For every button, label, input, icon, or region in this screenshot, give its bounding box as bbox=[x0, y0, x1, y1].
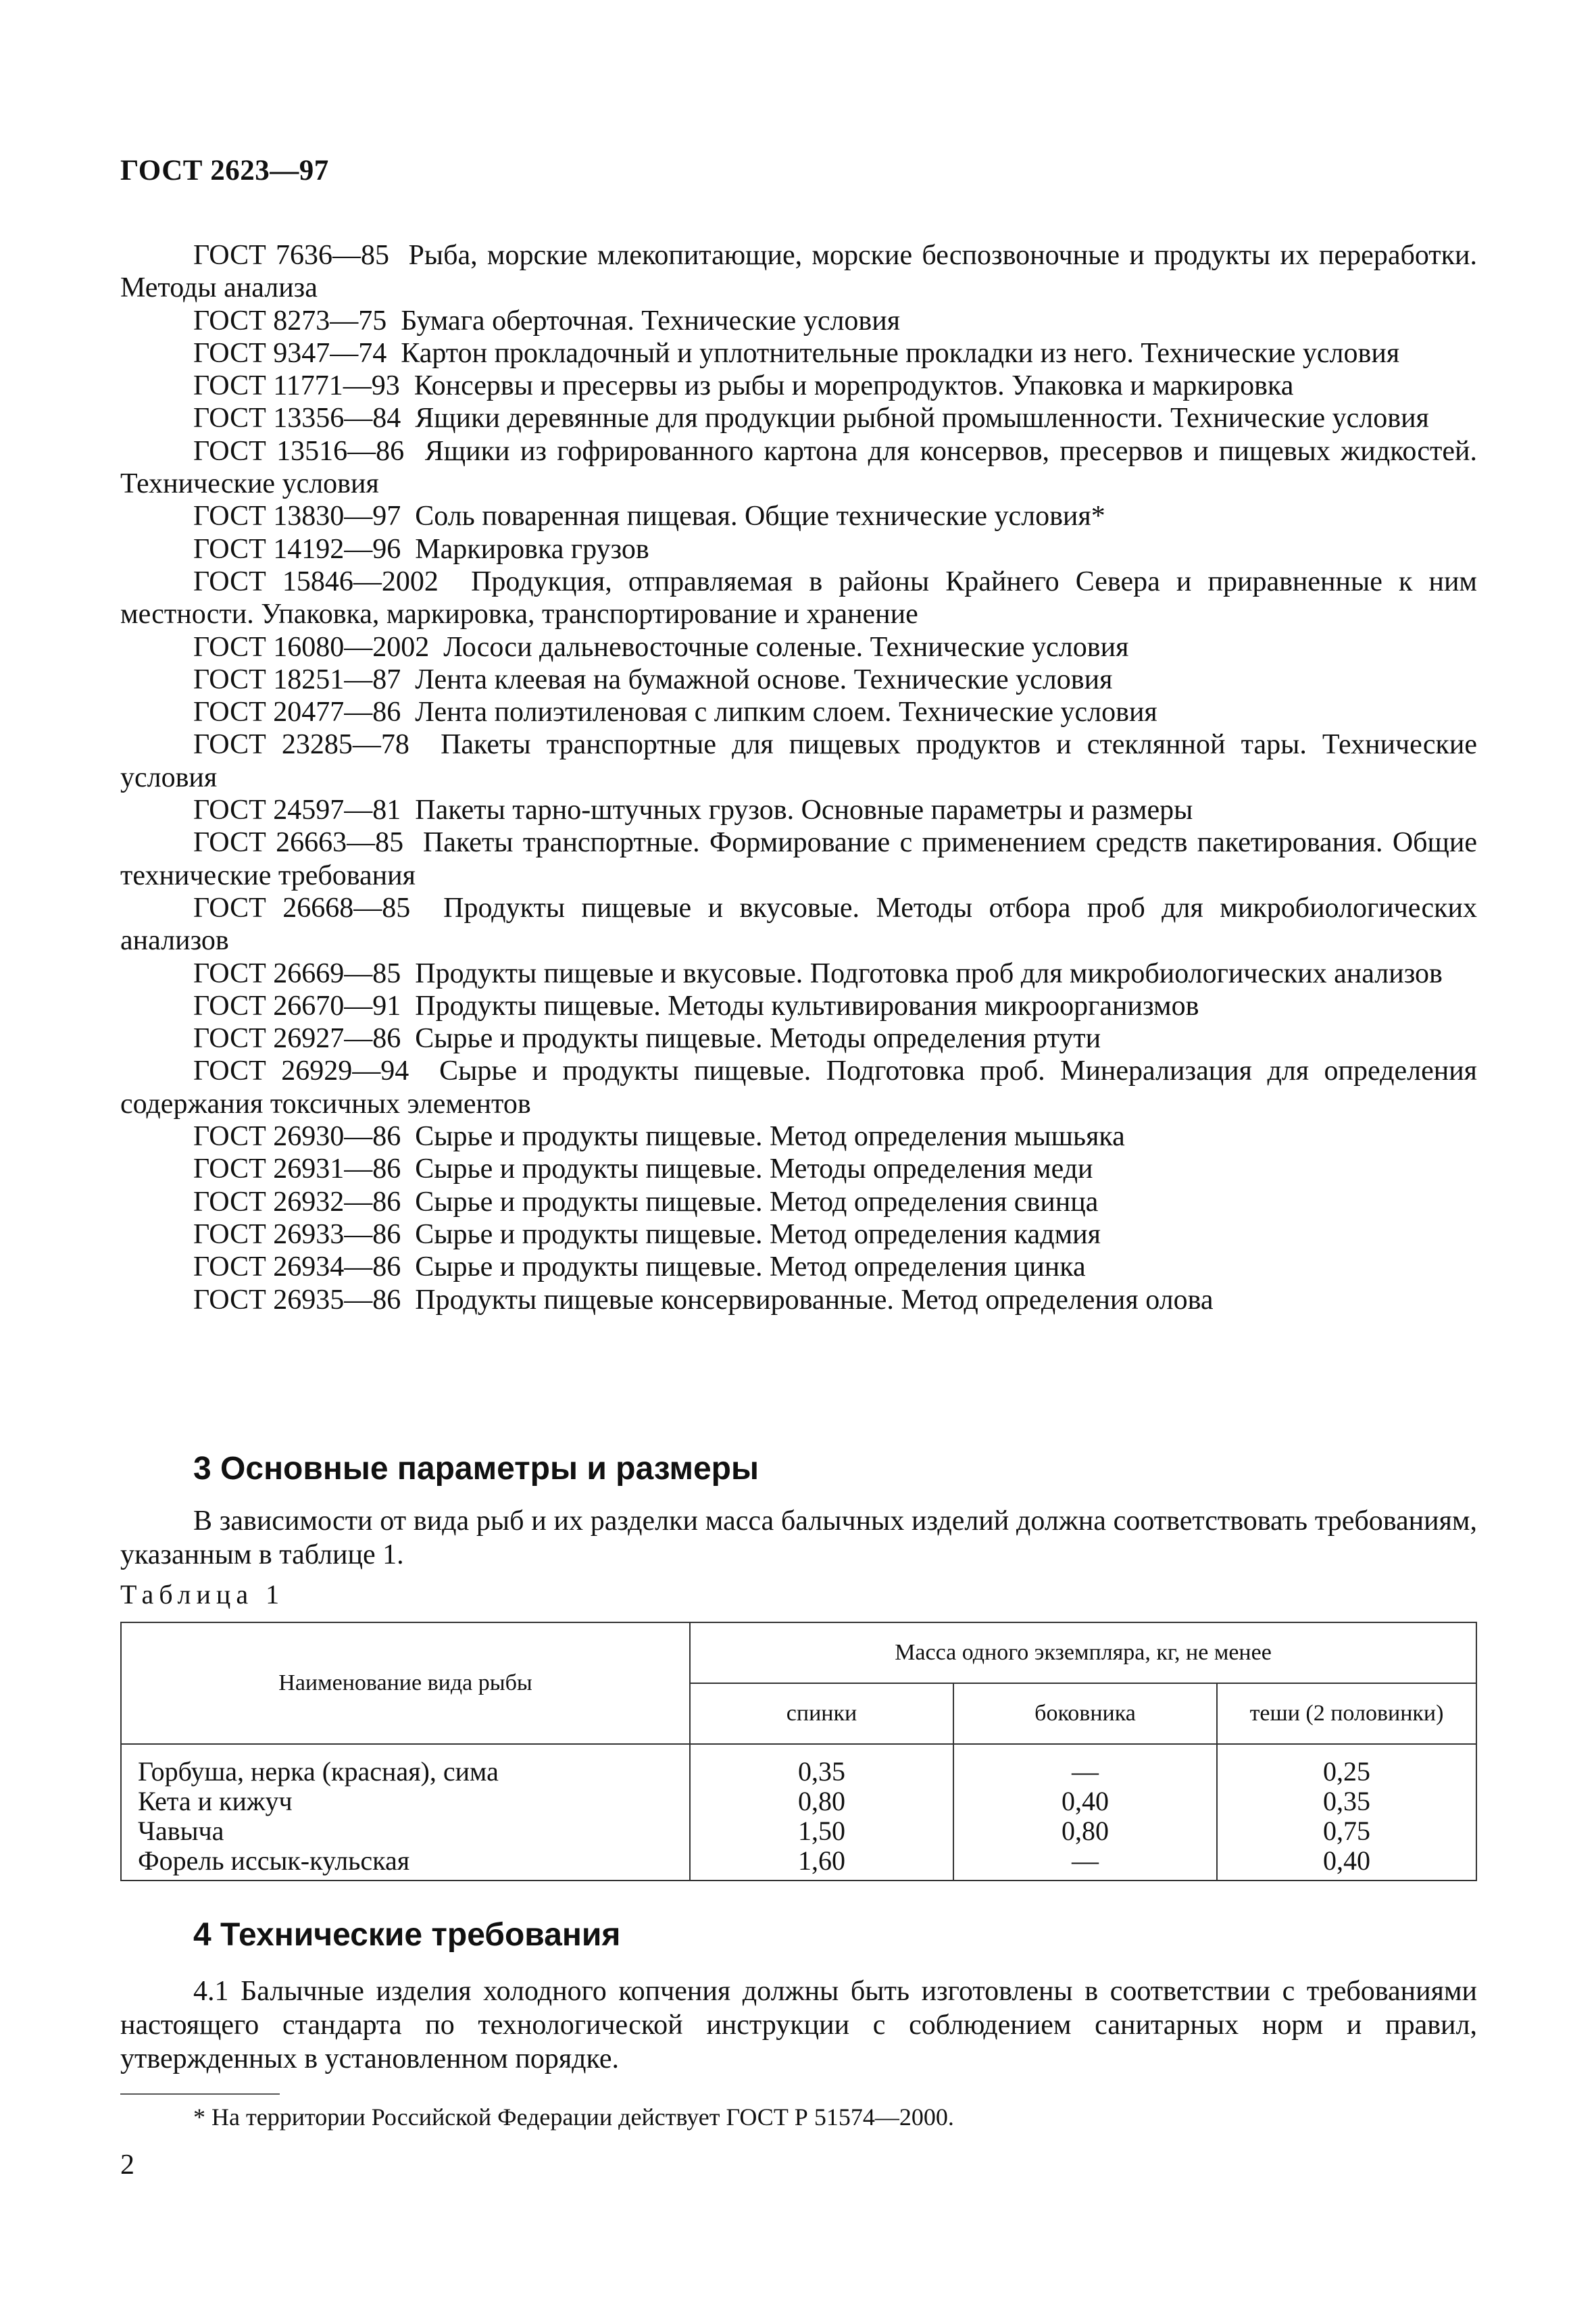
reference-code: ГОСТ 15846—2002 bbox=[193, 566, 439, 597]
column-header-bokovnik: боковника bbox=[953, 1683, 1217, 1744]
reference-code: ГОСТ 16080—2002 bbox=[193, 631, 430, 663]
reference-title: Сырье и продукты пищевые. Метод определения свинца bbox=[415, 1186, 1099, 1218]
table-cell-value: 0,40 bbox=[1217, 1846, 1476, 1881]
reference-title: Продукты пищевые консервированные. Метод определения олова bbox=[415, 1284, 1214, 1316]
reference-title: Продукты пищевые и вкусовые. Подготовка проб для микробиологических анализов bbox=[415, 957, 1443, 989]
reference-item bbox=[120, 1284, 1477, 1316]
reference-code: ГОСТ 26927—86 bbox=[193, 1023, 401, 1055]
reference-code: ГОСТ 26669—85 bbox=[193, 957, 401, 989]
column-header-fish-name: Наименование вида рыбы bbox=[121, 1622, 690, 1744]
reference-code: ГОСТ 23285—78 bbox=[193, 729, 409, 761]
reference-code: ГОСТ 26670—91 bbox=[193, 990, 401, 1022]
reference-title: Ящики деревянные для продукции рыбной промышленности. Технические условия bbox=[415, 403, 1429, 434]
reference-item bbox=[120, 826, 1477, 892]
reference-code: ГОСТ 13516—86 bbox=[193, 435, 405, 467]
table-row bbox=[121, 1787, 1476, 1816]
table-cell-value: — bbox=[953, 1744, 1217, 1787]
reference-item bbox=[120, 239, 1477, 305]
reference-title: Лента клеевая на бумажной основе. Технические условия bbox=[415, 664, 1113, 695]
reference-code: ГОСТ 20477—86 bbox=[193, 697, 401, 728]
reference-code: ГОСТ 7636—85 bbox=[193, 240, 390, 271]
reference-title: Пакеты транспортные для пищевых продуктов и стеклянной тары. Технические условия bbox=[120, 729, 1477, 793]
table-cell-value: 0,80 bbox=[953, 1816, 1217, 1846]
reference-code: ГОСТ 13356—84 bbox=[193, 403, 401, 434]
reference-title: Продукция, отправляемая в районы Крайнего Севера и приравненные к ним местности. Упаковка, маркировка, транспортирование и хранение bbox=[120, 566, 1478, 630]
reference-item bbox=[120, 664, 1477, 696]
reference-title: Продукты пищевые. Методы культивирования микроорганизмов bbox=[415, 990, 1199, 1022]
table-cell-value: — bbox=[953, 1846, 1217, 1881]
reference-item bbox=[120, 696, 1477, 728]
column-header-teshi: теши (2 половинки) bbox=[1217, 1683, 1476, 1744]
reference-title: Соль поваренная пищевая. Общие технические условия* bbox=[415, 501, 1105, 532]
reference-title: Продукты пищевые и вкусовые. Методы отбора проб для микробиологических анализов bbox=[120, 892, 1478, 957]
reference-code: ГОСТ 26929—94 bbox=[193, 1055, 409, 1087]
reference-title: Сырье и продукты пищевые. Метод определения кадмия bbox=[415, 1218, 1101, 1250]
reference-code: ГОСТ 26932—86 bbox=[193, 1186, 401, 1218]
reference-item bbox=[120, 1153, 1477, 1185]
footnote-separator bbox=[120, 2093, 280, 2095]
reference-code: ГОСТ 18251—87 bbox=[193, 664, 401, 695]
column-header-spinki: спинки bbox=[690, 1683, 953, 1744]
reference-item bbox=[120, 1055, 1477, 1120]
table-cell-fish-name: Форель иссык-кульская bbox=[121, 1846, 690, 1881]
table-row bbox=[121, 1846, 1476, 1881]
column-header-mass-group: Масса одного экземпляра, кг, не менее bbox=[690, 1622, 1476, 1683]
reference-code: ГОСТ 8273—75 bbox=[193, 305, 387, 337]
section-4-title: 4 Технические требования bbox=[193, 1917, 621, 1953]
table-cell-fish-name: Горбуша, нерка (красная), сима bbox=[121, 1744, 690, 1787]
reference-code: ГОСТ 26668—85 bbox=[193, 892, 411, 924]
reference-item bbox=[120, 566, 1477, 631]
section-3-title: 3 Основные параметры и размеры bbox=[193, 1451, 759, 1487]
table-row bbox=[121, 1816, 1476, 1846]
reference-item bbox=[120, 892, 1477, 957]
reference-code: ГОСТ 14192—96 bbox=[193, 533, 401, 565]
reference-item bbox=[120, 305, 1477, 337]
table-cell-value: 0,35 bbox=[690, 1744, 953, 1787]
reference-title: Лососи дальневосточные соленые. Технические условия bbox=[443, 631, 1129, 663]
reference-item bbox=[120, 957, 1477, 990]
table-cell-fish-name: Чавыча bbox=[121, 1816, 690, 1846]
reference-item bbox=[120, 1186, 1477, 1218]
reference-item bbox=[120, 370, 1477, 402]
reference-code: ГОСТ 26933—86 bbox=[193, 1218, 401, 1250]
table-cell-value: 0,80 bbox=[690, 1787, 953, 1816]
table-cell-value: 0,35 bbox=[1217, 1787, 1476, 1816]
table-cell-value: 1,60 bbox=[690, 1846, 953, 1881]
reference-title: Сырье и продукты пищевые. Подготовка проб. Минерализация для определения содержания токсичных элементов bbox=[120, 1055, 1478, 1120]
page-number: 2 bbox=[120, 2149, 134, 2181]
table-cell-value: 1,50 bbox=[690, 1816, 953, 1846]
reference-code: ГОСТ 26930—86 bbox=[193, 1121, 401, 1153]
reference-code: ГОСТ 24597—81 bbox=[193, 795, 401, 826]
reference-title: Сырье и продукты пищевые. Методы определения ртути bbox=[415, 1023, 1101, 1055]
reference-item bbox=[120, 337, 1477, 370]
reference-code: ГОСТ 26931—86 bbox=[193, 1153, 401, 1185]
reference-title: Ящики из гофрированного картона для консервов, пресервов и пищевых жидкостей. Технические условия bbox=[120, 435, 1478, 500]
reference-title: Лента полиэтиленовая с липким слоем. Технические условия bbox=[415, 697, 1157, 728]
normative-references-list bbox=[120, 239, 1477, 1316]
table-caption: Таблица 1 bbox=[120, 1579, 285, 1610]
reference-item bbox=[120, 1120, 1477, 1153]
reference-item bbox=[120, 1218, 1477, 1251]
reference-item bbox=[120, 1251, 1477, 1283]
reference-item bbox=[120, 533, 1477, 566]
page-header: ГОСТ 2623—97 bbox=[120, 155, 329, 186]
table-row bbox=[121, 1744, 1476, 1787]
footnote: * На территории Российской Федерации действует ГОСТ Р 51574—2000. bbox=[193, 2104, 954, 2131]
reference-code: ГОСТ 11771—93 bbox=[193, 370, 400, 402]
reference-title: Маркировка грузов bbox=[415, 533, 649, 565]
reference-title: Рыба, морские млекопитающие, морские беспозвоночные и продукты их переработки. Методы анализа bbox=[120, 240, 1478, 304]
table-cell-value: 0,25 bbox=[1217, 1744, 1476, 1787]
reference-item bbox=[120, 990, 1477, 1022]
reference-code: ГОСТ 13830—97 bbox=[193, 501, 401, 532]
reference-title: Бумага оберточная. Технические условия bbox=[401, 305, 901, 337]
table-cell-fish-name: Кета и кижуч bbox=[121, 1787, 690, 1816]
section-4-paragraph: 4.1 Балычные изделия холодного копчения должны быть изготовлены в соответствии с требованиями настоящего стандарта по технологической инструкции с соблюдением санитарных норм и правил, утвержденных в установленном порядке. bbox=[120, 1976, 1477, 2074]
reference-item bbox=[120, 631, 1477, 664]
reference-item bbox=[120, 1022, 1477, 1055]
table-cell-value: 0,75 bbox=[1217, 1816, 1476, 1846]
reference-code: ГОСТ 26663—85 bbox=[193, 827, 404, 859]
reference-code: ГОСТ 9347—74 bbox=[193, 337, 387, 369]
reference-item bbox=[120, 500, 1477, 532]
reference-item bbox=[120, 402, 1477, 434]
table-1 bbox=[120, 1622, 1477, 1881]
reference-title: Пакеты транспортные. Формирование с применением средств пакетирования. Общие технические требования bbox=[120, 827, 1478, 891]
reference-code: ГОСТ 26935—86 bbox=[193, 1284, 401, 1316]
table-cell-value: 0,40 bbox=[953, 1787, 1217, 1816]
reference-item bbox=[120, 794, 1477, 826]
reference-item bbox=[120, 728, 1477, 794]
table-1-body bbox=[121, 1744, 1476, 1881]
reference-code: ГОСТ 26934—86 bbox=[193, 1251, 401, 1283]
reference-title: Сырье и продукты пищевые. Метод определения цинка bbox=[415, 1251, 1086, 1283]
reference-title: Сырье и продукты пищевые. Метод определения мышьяка bbox=[415, 1121, 1125, 1153]
reference-title: Консервы и пресервы из рыбы и морепродуктов. Упаковка и маркировка bbox=[414, 370, 1294, 402]
reference-item bbox=[120, 435, 1477, 501]
section-3-paragraph: В зависимости от вида рыб и их разделки масса балычных изделий должна соответствовать требованиям, указанным в таблице 1. bbox=[120, 1505, 1477, 1570]
reference-title: Пакеты тарно-штучных грузов. Основные параметры и размеры bbox=[415, 795, 1193, 826]
reference-title: Сырье и продукты пищевые. Методы определения меди bbox=[415, 1153, 1093, 1185]
reference-title: Картон прокладочный и уплотнительные прокладки из него. Технические условия bbox=[401, 337, 1400, 369]
